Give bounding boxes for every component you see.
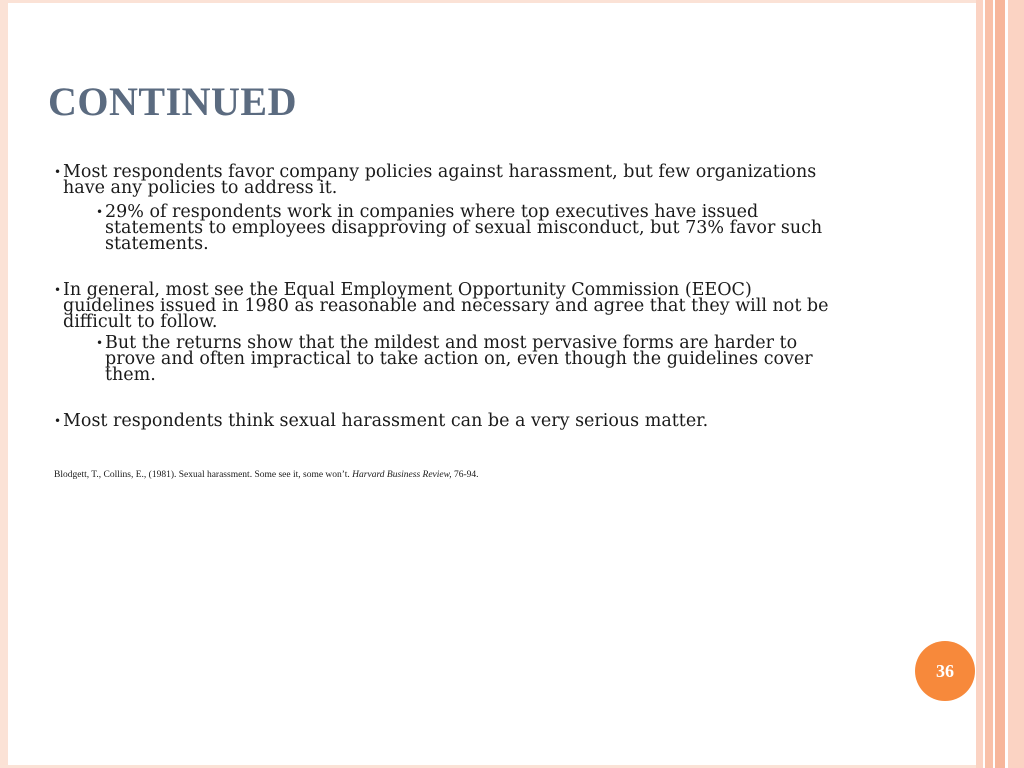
bullet-marker: •	[54, 165, 62, 179]
decorative-stripe	[1008, 0, 1024, 768]
sub-bullet-item	[96, 335, 844, 383]
page-number-badge	[915, 641, 975, 701]
slide-title: CONTINUED	[48, 79, 297, 124]
bullet-item	[54, 282, 844, 330]
bullet-text: Most respondents think sexual harassment can be a very serious matter.	[63, 411, 709, 431]
decorative-stripe	[995, 0, 1005, 768]
bullet-text: Most respondents favor company policies against harassment, but few organizations have any policies to address it.	[63, 162, 817, 198]
decorative-stripe	[985, 0, 993, 768]
citation-pages: 76-94.	[454, 470, 479, 480]
bullet-marker: •	[54, 283, 62, 297]
citation	[54, 470, 479, 480]
bullet-item	[54, 413, 844, 429]
bullet-marker: •	[96, 336, 104, 350]
citation-journal: Harvard Business Review,	[352, 470, 452, 480]
decorative-stripe	[976, 0, 983, 768]
bullet-text: In general, most see the Equal Employment Opportunity Commission (EEOC) guidelines issued in 1980 as reasonable and necessary and agree that they will not be difficult to follow.	[63, 280, 829, 332]
bullet-list	[54, 160, 844, 429]
citation-authors: Blodgett, T., Collins, E., (1981). Sexual harassment. Some see it, some won’t.	[54, 470, 350, 480]
bullet-item	[54, 164, 844, 196]
frame-left-border	[0, 0, 8, 768]
frame-top-border	[0, 0, 1024, 3]
sub-bullet-item	[96, 204, 844, 252]
bullet-marker: •	[54, 414, 62, 428]
bullet-marker: •	[96, 205, 104, 219]
sub-bullet-text: But the returns show that the mildest and most pervasive forms are harder to prove and often impractical to take action on, even though the guidelines cover them.	[105, 333, 813, 385]
sub-bullet-text: 29% of respondents work in companies where top executives have issued statements to employees disapproving of sexual misconduct, but 73% favor such statements.	[105, 202, 823, 254]
page-number: 36	[936, 660, 954, 681]
